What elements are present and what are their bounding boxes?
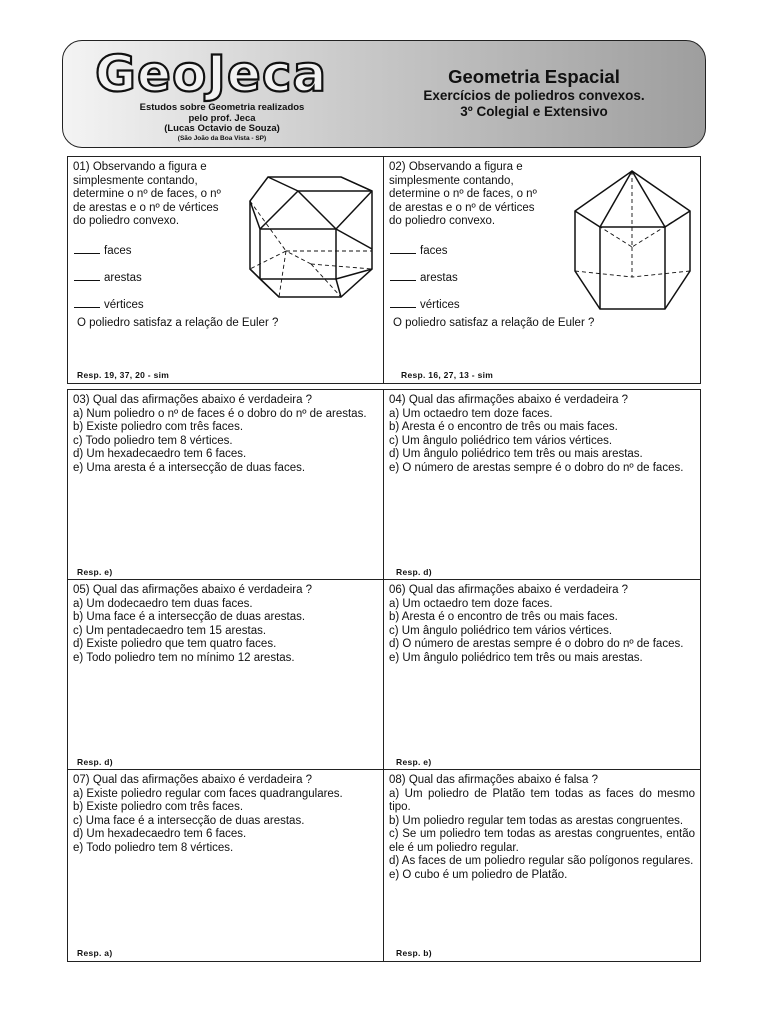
question-03: [67, 389, 384, 580]
polyhedron-figure-1: [246, 169, 381, 309]
question-line: e) Uma aresta é a intersecção de duas faces.: [73, 461, 306, 474]
answer-key: Resp. b): [396, 948, 432, 958]
question-line: e) O cubo é um poliedro de Platão.: [389, 868, 568, 881]
question-line: e) Todo poliedro tem no mínimo 12 arestas.: [73, 651, 295, 664]
question-07: [67, 769, 384, 962]
question-line: a) Existe poliedro regular com faces quadrangulares.: [73, 787, 343, 800]
question-line: d) Um ângulo poliédrico tem três ou mais arestas.: [389, 448, 643, 460]
question-line: determine o nº de faces, o nº: [73, 188, 221, 200]
logo-text: GeoJeca: [95, 45, 328, 103]
logo-graphic: [93, 45, 343, 103]
question-line: c) Um ângulo poliédrico tem vários vértices.: [389, 624, 613, 637]
question-text: [389, 394, 695, 475]
question-line: a) Um poliedro de Platão tem todas as faces do mesmo tipo.: [389, 787, 695, 813]
question-text: [73, 584, 378, 665]
arestas-line: [390, 270, 458, 286]
question-line: 04) Qual das afirmações abaixo é verdadeira ?: [389, 394, 629, 406]
question-line: simplesmente contando,: [73, 174, 198, 187]
question-line: a) Um octaedro tem doze faces.: [389, 597, 553, 610]
question-05: [67, 579, 384, 770]
question-text: [73, 774, 378, 855]
question-line: 08) Qual das afirmações abaixo é falsa ?: [389, 774, 599, 786]
question-line: c) Um ângulo poliédrico tem vários vértices.: [389, 434, 613, 447]
answer-blank[interactable]: [390, 243, 416, 254]
author-credits: [113, 103, 331, 143]
question-line: d) Um hexadecaedro tem 6 faces.: [73, 448, 247, 460]
question-text: [73, 394, 378, 475]
answer-key: Resp. 16, 27, 13 - sim: [401, 370, 494, 380]
answer-key: Resp. d): [396, 567, 432, 577]
question-line: a) Um dodecaedro tem duas faces.: [73, 597, 253, 610]
euler-question: O poliedro satisfaz a relação de Euler ?: [77, 317, 279, 329]
question-line: 05) Qual das afirmações abaixo é verdadeira ?: [73, 584, 313, 596]
page-subtitle: 3º Colegial e Extensivo: [460, 104, 608, 119]
question-02: [383, 156, 701, 384]
question-text: [389, 161, 554, 229]
question-line: e) Todo poliedro tem 8 vértices.: [73, 841, 234, 854]
answer-key: Resp. e): [396, 757, 432, 767]
question-line: de arestas e o nº de vértices: [389, 201, 535, 214]
question-06: [383, 579, 701, 770]
question-text: [389, 774, 695, 882]
answer-key: Resp. 19, 37, 20 - sim: [77, 370, 170, 380]
question-line: b) Existe poliedro com três faces.: [73, 421, 244, 433]
label: faces: [104, 245, 132, 257]
faces-line: [390, 243, 448, 259]
answer-blank[interactable]: [74, 297, 100, 308]
label: vértices: [420, 299, 460, 311]
question-line: c) Se um poliedro tem todas as arestas congruentes, então ele é um poliedro regular.: [389, 828, 695, 854]
header-title-block: [393, 66, 675, 120]
credits-line: pelo prof. Jeca: [188, 112, 256, 124]
geojeca-logo: [93, 45, 343, 103]
question-line: c) Um pentadecaedro tem 15 arestas.: [73, 624, 267, 637]
question-line: c) Todo poliedro tem 8 vértices.: [73, 434, 233, 447]
question-line: simplesmente contando,: [389, 174, 514, 187]
question-04: [383, 389, 701, 580]
question-line: e) O número de arestas sempre é o dobro do nº de faces.: [389, 461, 684, 474]
question-line: 01) Observando a figura e: [73, 161, 207, 173]
label: vértices: [104, 299, 144, 311]
vertices-line: [74, 297, 144, 313]
question-line: do poliedro convexo.: [73, 215, 180, 227]
answer-blank[interactable]: [74, 270, 100, 281]
question-line: e) Um ângulo poliédrico tem três ou mais arestas.: [389, 651, 643, 664]
question-line: b) Aresta é o encontro de três ou mais faces.: [389, 421, 618, 433]
question-line: a) Um octaedro tem doze faces.: [389, 407, 553, 420]
answer-key: Resp. d): [77, 757, 113, 767]
question-01: [67, 156, 384, 384]
question-line: b) Aresta é o encontro de três ou mais faces.: [389, 611, 618, 623]
answer-blank[interactable]: [390, 270, 416, 281]
question-line: d) Um hexadecaedro tem 6 faces.: [73, 828, 247, 840]
question-line: d) As faces de um poliedro regular são polígonos regulares.: [389, 855, 694, 867]
question-line: de arestas e o nº de vértices: [73, 201, 219, 214]
euler-question: O poliedro satisfaz a relação de Euler ?: [393, 317, 595, 329]
question-line: d) Existe poliedro que tem quatro faces.: [73, 638, 277, 650]
label: arestas: [104, 272, 142, 284]
header-banner: [62, 40, 706, 148]
question-line: do poliedro convexo.: [389, 215, 496, 227]
question-line: 03) Qual das afirmações abaixo é verdadeira ?: [73, 394, 313, 406]
credits-line: (Lucas Octavio de Souza): [164, 123, 280, 134]
faces-line: [74, 243, 132, 259]
question-line: 02) Observando a figura e: [389, 161, 523, 173]
page-subtitle: Exercícios de poliedros convexos.: [423, 88, 645, 103]
question-line: c) Uma face é a intersecção de duas arestas.: [73, 814, 305, 827]
question-line: 06) Qual das afirmações abaixo é verdadeira ?: [389, 584, 629, 596]
question-line: b) Um poliedro regular tem todas as arestas congruentes.: [389, 814, 684, 827]
question-line: b) Uma face é a intersecção de duas arestas.: [73, 611, 306, 623]
question-text: [389, 584, 695, 665]
label: faces: [420, 245, 448, 257]
vertices-line: [390, 297, 460, 313]
arestas-line: [74, 270, 142, 286]
question-line: 07) Qual das afirmações abaixo é verdadeira ?: [73, 774, 313, 786]
credits-location: (São João da Boa Vista - SP): [177, 134, 267, 142]
polyhedron-figure-2: [570, 167, 695, 315]
question-line: d) O número de arestas sempre é o dobro do nº de faces.: [389, 638, 684, 650]
question-line: b) Existe poliedro com três faces.: [73, 801, 244, 813]
answer-blank[interactable]: [74, 243, 100, 254]
question-line: determine o nº de faces, o nº: [389, 188, 537, 200]
answer-key: Resp. a): [77, 948, 113, 958]
question-line: a) Num poliedro o nº de faces é o dobro do nº de arestas.: [73, 407, 367, 420]
page-title: Geometria Espacial: [448, 66, 620, 87]
question-08: [383, 769, 701, 962]
credits-line: Estudos sobre Geometria realizados: [139, 102, 305, 113]
answer-blank[interactable]: [390, 297, 416, 308]
answer-key: Resp. e): [77, 567, 113, 577]
label: arestas: [420, 272, 458, 284]
question-text: [73, 161, 238, 229]
